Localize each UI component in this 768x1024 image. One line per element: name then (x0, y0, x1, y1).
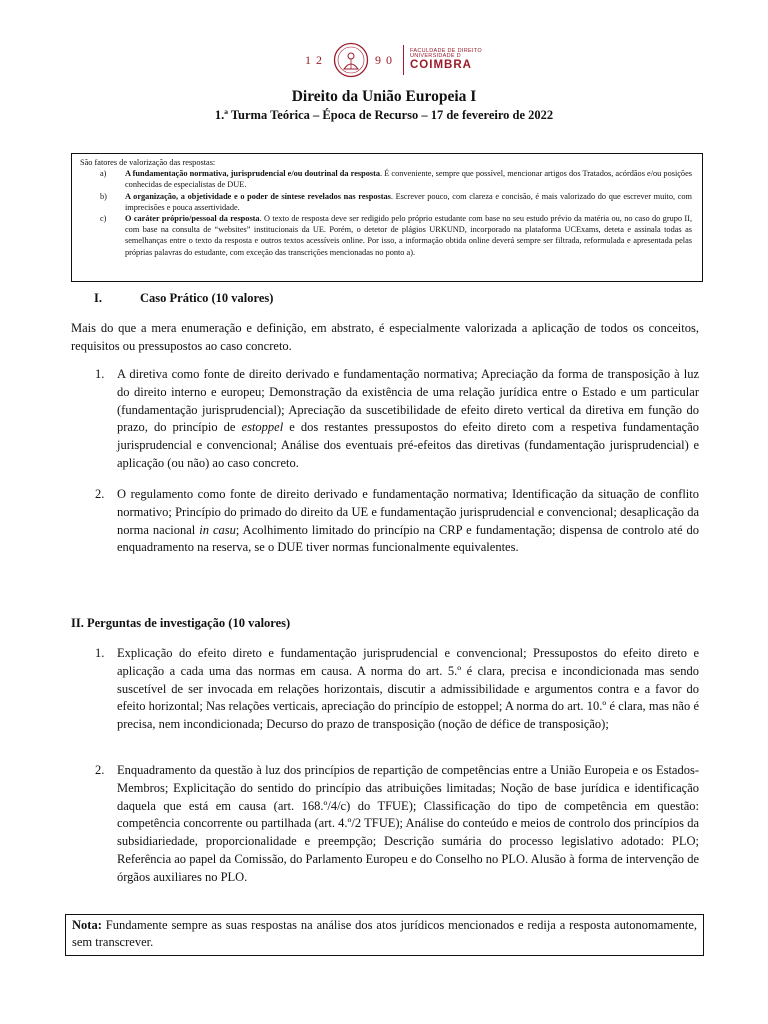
logo-city: COIMBRA (410, 58, 472, 71)
logo-year-left: 12 (305, 52, 327, 67)
item-number: 2. (95, 487, 105, 501)
page-title: Direito da União Europeia I (291, 88, 477, 105)
criteria-item-body (125, 191, 692, 213)
item-number: 1. (95, 646, 105, 660)
section-1-heading (94, 291, 273, 306)
section-1-intro: Mais do que a mera enumeração e definição, em abstrato, é especialmente valorizada a aplicação de todos os conceitos, requisitos ou pressupostos ao caso concreto. (71, 321, 699, 353)
logo-divider (403, 45, 404, 75)
criteria-item-text: . Escrever pouco, com clareza e concisão, é mais valorizado do que escrever muito, com imprecisões e pouca assertividade. (125, 191, 692, 212)
university-logo (305, 40, 482, 80)
item-text-part-1: A diretiva como fonte de direito derivado e fundamentação normativa; Apreciação da forma de transposição à luz do direito interno e europeu; Demonstração da existência de uma relação jurídica entre o Estado e um particular (fundamentação jurisprudencial); Apreciação da suscetibilidade de efeito direto vertical da diretiva em função do prazo, do princípio de (117, 367, 699, 435)
item-text-emphasis: estoppel (241, 420, 284, 435)
item-text-part-2: ; Acolhimento limitado do princípio na CRP e fundamentação; dispensa de controlo até do enquadramento na reserva, se o DUE tiver normas funcionalmente equivalentes. (117, 522, 699, 555)
criteria-item-label: c) (100, 214, 107, 224)
university-seal-icon (333, 42, 369, 78)
item-text-emphasis: in casu (199, 522, 236, 537)
criteria-item-body (125, 213, 692, 258)
section-1-item-1 (95, 366, 700, 473)
section-1-number: I. (94, 291, 102, 305)
criteria-item-label: b) (100, 191, 107, 201)
section-2-item-2 (95, 762, 699, 887)
criteria-item-a (80, 168, 692, 190)
criteria-item-b (80, 191, 692, 213)
item-text: Explicação do efeito direto e fundamentação jurisprudencial e convencional; Pressupostos do efeito direto e aplicação a cada uma das normas em causa. A norma do art. 5.º é clara, precisa e incondicionada mas sendo suscetível de ser invocada em relações horizontais, discutir a admissibilidade e argumentos contra e a favor do efeito horizontal; Nas relações verticais, apreciação do princípio de estoppel; A norma do art. 10.º é clara, mas não é precisa, nem incondicionada; Decurso do prazo de transposição (noção de défice de transposição); (117, 646, 699, 732)
section-1-title: Caso Prático (10 valores) (140, 291, 274, 305)
criteria-intro: São fatores de valorização das respostas: (80, 158, 216, 167)
criteria-item-text: . O texto de resposta deve ser redigido pelo próprio estudante com base no seu estudo prévio da matéria ou, no caso do grupo II, com base na consulta de “websites” institucionais da UE. Porém, o detetor de plágios URKUND, incorporado na plataforma UCExams, deteta e assinala todas as semelhanças entre o texto da resposta e outros textos acessíveis online. Por isso, a informação obtida online deverá sempre ser filtrada, reformulada e apresentada pelas próprias palavras do estudante, com exceção das transcrições mencionadas no ponto a). (125, 214, 693, 257)
item-number: 2. (95, 763, 105, 777)
logo-text (410, 49, 482, 72)
logo-university: UNIVERSIDADE D (410, 53, 461, 60)
note-label: Nota: (72, 918, 102, 932)
criteria-item-label: a) (100, 169, 107, 179)
criteria-item-bold: A organização, a objetividade e o poder de síntese revelados nas respostas (125, 191, 391, 201)
section-2-item-1 (95, 645, 699, 734)
item-text: Enquadramento da questão à luz dos princípios de repartição de competências entre a União Europeia e os Estados-Membros; Explicitação do sentido do princípio das atribuições limitadas; Noção de base jurídica e identificação daquela que está em causa (art. 168.º/4/c) do TFUE); Classificação do tipo de competência em questão: competência concorrente ou partilhada (art. 4.º/2 TFUE); Análise do conteúdo e meios de controlo dos princípios da subsidiariedade, proporcionalidade e preempção; Descrição sumária do processo legislativo adotado: PLO; Referência ao papel da Comissão, do Parlamento Europeu e do Conselho no PLO. Alusão à forma de intervenção de órgãos auxiliares no PLO. (117, 763, 699, 884)
section-2-heading: II. Perguntas de investigação (10 valores) (71, 616, 291, 630)
evaluation-criteria-box (71, 153, 703, 282)
item-text-part-1: O regulamento como fonte de direito derivado e fundamentação normativa; Identificação da situação de conflito normativo; Princípio do primado do direito da UE e fundamentação jurisprudencial e convencional; desaplicação da norma nacional (117, 487, 699, 537)
note-text: Fundamente sempre as suas respostas na análise dos atos jurídicos mencionados e redija a resposta autonomamente, sem transcrever. (72, 918, 697, 949)
page-subtitle: 1.ª Turma Teórica – Época de Recurso – 17 de fevereiro de 2022 (214, 108, 554, 122)
criteria-item-c (80, 213, 692, 258)
logo-year-right: 90 (375, 52, 397, 67)
logo-faculty: FACULDADE DE DIREITO (410, 47, 482, 54)
criteria-item-text: . É conveniente, sempre que possível, mencionar artigos dos Tratados, acórdãos e/ou posições conhecidas de especialistas de DUE. (125, 169, 692, 190)
section-1-item-2 (95, 486, 699, 557)
criteria-item-bold: O caráter próprio/pessoal da resposta (125, 214, 260, 224)
item-text-part-2: e dos restantes pressupostos do efeito direto com a respetiva fundamentação jurisprudencial e convencional; Análise dos eventuais pré-efeitos das diretivas (fundamentação jurisprudencial) e aplicação (ou não) ao caso concreto. (117, 420, 700, 470)
note-box (65, 914, 704, 956)
criteria-item-bold: A fundamentação normativa, jurisprudencial e/ou doutrinal da resposta (125, 169, 381, 179)
item-number: 1. (95, 367, 105, 381)
criteria-item-body (125, 168, 692, 190)
